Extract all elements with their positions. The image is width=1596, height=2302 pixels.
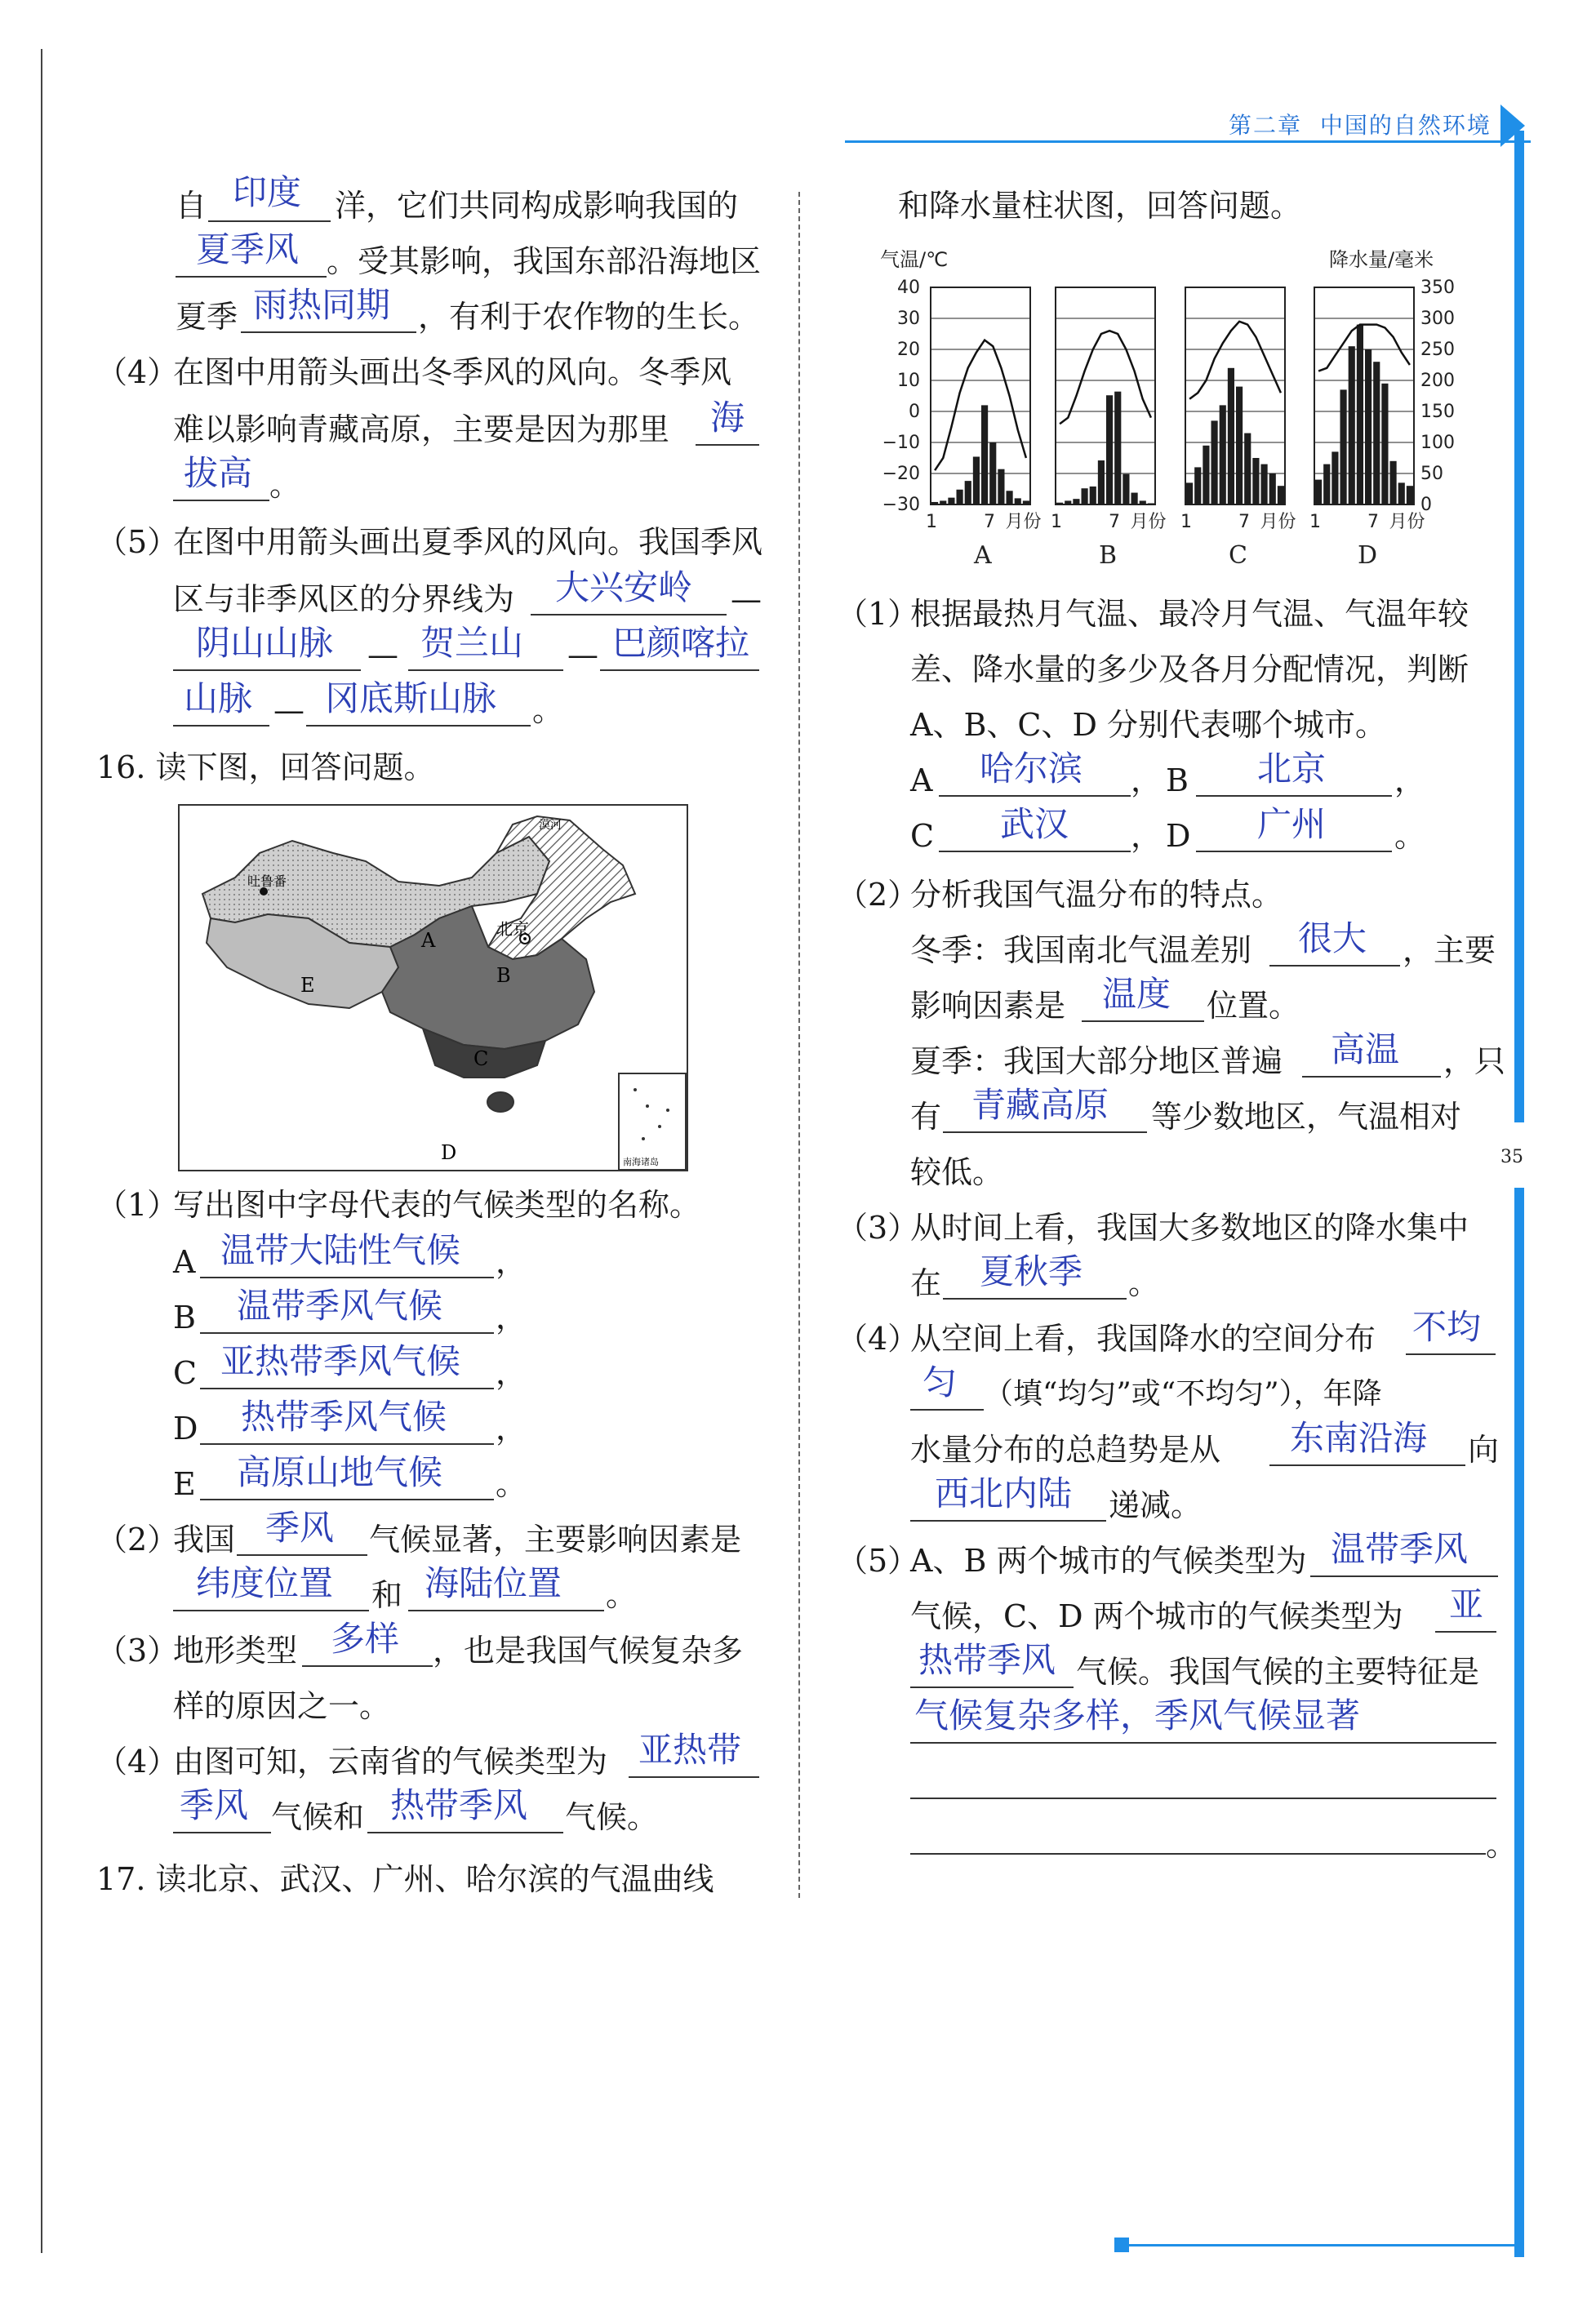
q16-1-end-d: ， xyxy=(496,1411,527,1447)
r-q1-end: 。 xyxy=(1394,818,1426,854)
answer-q4-a: 海 xyxy=(710,398,745,438)
answer-q16-4-1: 亚热带 xyxy=(638,1730,742,1770)
answer-r-q4-2: 匀 xyxy=(922,1362,958,1402)
r-q1-comma-b: ， xyxy=(1394,762,1426,798)
precip-bar xyxy=(1373,362,1380,504)
map-label-e: E xyxy=(300,974,315,997)
climate-map xyxy=(178,804,688,1171)
x-tick-label: 7 xyxy=(1238,512,1250,532)
q16-4-c: 气候。 xyxy=(565,1799,659,1835)
answer-r-q1-a: 哈尔滨 xyxy=(980,749,1083,789)
panel-label-d: D xyxy=(1358,541,1378,570)
answer-r-q4-3: 东南沿海 xyxy=(1290,1418,1428,1458)
precip-bar xyxy=(981,405,988,504)
precip-bar xyxy=(1269,473,1276,504)
column-divider xyxy=(798,192,800,1898)
r-q2-winter2: 影响因素是 xyxy=(910,988,1066,1024)
panel-frame-a xyxy=(931,287,1030,504)
cont-line3a: 夏季 xyxy=(176,299,238,335)
q5-dash4: — xyxy=(273,692,305,728)
r-q2-summer2b: 等少数地区，气温相对 xyxy=(1151,1099,1462,1135)
precip-tick-label: 0 xyxy=(1420,495,1432,515)
precip-bar xyxy=(1357,325,1363,504)
r-q2-line1: 分析我国气温分布的特点。 xyxy=(910,877,1283,913)
x-tick-label: 1 xyxy=(926,512,937,532)
q16-1-letter-a: A xyxy=(173,1244,196,1280)
chart-ylabel-left: 气温/℃ xyxy=(880,248,949,271)
q16-title: 16. 读下图，回答问题。 xyxy=(96,749,435,785)
x-tick-label: 1 xyxy=(1180,512,1192,532)
temp-tick-label: −10 xyxy=(882,433,920,453)
blank-ocean xyxy=(208,220,331,222)
r-q3-line2: 在 xyxy=(910,1265,942,1301)
panel-label-b: B xyxy=(1099,541,1118,570)
precip-bar xyxy=(1331,451,1338,504)
cont-line3b: ，有利于农作物的生长。 xyxy=(418,299,760,335)
r-q2-summer1: 夏季：我国大部分地区普遍 xyxy=(910,1043,1283,1079)
x-tick-label: 1 xyxy=(1051,512,1062,532)
side-bar xyxy=(1514,131,1524,1122)
answer-ocean: 印度 xyxy=(233,172,302,212)
r-q1-line2: 差、降水量的多少及各月分配情况，判断 xyxy=(910,651,1469,687)
blank-q16-e xyxy=(200,1499,494,1500)
precip-bar xyxy=(1194,467,1201,504)
q16-2-b: 气候显著，主要影响因素是 xyxy=(369,1522,742,1558)
precip-bar xyxy=(1244,433,1251,504)
r-q1-line3: A、B、C、D 分别代表哪个城市。 xyxy=(910,707,1386,743)
blank-q16-2-2 xyxy=(173,1610,369,1611)
q5-end: 。 xyxy=(532,692,564,728)
map-label-a: A xyxy=(421,929,436,952)
q16-4-a: 由图可知，云南省的气候类型为 xyxy=(173,1744,608,1780)
blank-q16-4-3 xyxy=(367,1832,563,1833)
precip-bar xyxy=(1073,499,1079,504)
q16-1-letter-b: B xyxy=(173,1300,196,1335)
map-label-d: D xyxy=(441,1141,457,1164)
temp-tick-label: 40 xyxy=(897,278,920,298)
q17-intro: 和降水量柱状图，回答问题。 xyxy=(898,188,1302,224)
climate-chart xyxy=(878,273,1482,584)
precip-bar xyxy=(1023,500,1029,504)
precip-bar xyxy=(1349,346,1355,504)
r-q5-end: 。 xyxy=(1486,1827,1518,1863)
precip-tick-label: 200 xyxy=(1420,371,1455,391)
precip-bar xyxy=(1106,395,1113,504)
precip-bar xyxy=(1090,487,1096,504)
precip-bar xyxy=(1261,464,1268,504)
side-bar-lower xyxy=(1514,1188,1524,2257)
answer-q5-6: 冈底斯山脉 xyxy=(325,678,497,718)
precip-bar xyxy=(1186,482,1193,504)
r-q5-line3: 气候。我国气候的主要特征是 xyxy=(1076,1654,1480,1690)
q16-1-end-e: 。 xyxy=(496,1466,527,1502)
x-tick-label: 7 xyxy=(1367,512,1379,532)
answer-r-q4-1: 不均 xyxy=(1412,1307,1482,1347)
precip-bar xyxy=(1381,384,1388,504)
blank-q5-6 xyxy=(306,725,531,727)
precip-bar xyxy=(1131,493,1138,504)
blank-r-q1-a xyxy=(939,795,1131,797)
precip-bar xyxy=(1211,420,1218,504)
blank-r-q5-1 xyxy=(1310,1575,1498,1577)
map-label-turpan: 吐鲁番 xyxy=(247,873,287,889)
blank-wind xyxy=(176,276,327,278)
answer-r-q5-1: 温带季风 xyxy=(1331,1529,1469,1569)
r-q1-comma-c: ， xyxy=(1131,818,1163,854)
blank-q5-4 xyxy=(600,669,759,671)
r-q2-winter1: 冬季：我国南北气温差别 xyxy=(910,932,1252,968)
r-q3-end: 。 xyxy=(1128,1265,1160,1301)
precip-bar xyxy=(931,502,938,504)
q5-number: （5） xyxy=(96,524,179,560)
header-rule xyxy=(845,140,1531,143)
answer-r-q5-3: 热带季风 xyxy=(918,1640,1056,1680)
precip-bar xyxy=(957,490,963,504)
map-label-b: B xyxy=(496,964,511,987)
precip-bar xyxy=(1203,446,1209,504)
blank-q16-2-1 xyxy=(237,1554,367,1556)
blank-q16-c xyxy=(200,1388,494,1389)
r-q4-line4: 递减。 xyxy=(1109,1487,1203,1523)
precip-bar xyxy=(1390,461,1397,504)
precip-bar xyxy=(1148,503,1154,504)
answer-q5-5: 山脉 xyxy=(184,678,253,718)
answer-q5-3: 贺兰山 xyxy=(420,623,524,663)
answer-r-q1-c: 武汉 xyxy=(1000,804,1069,844)
r-q5-line2: 气候，C、D 两个城市的气候类型为 xyxy=(910,1598,1403,1634)
q16-1-number: （1） xyxy=(96,1187,179,1223)
q16-1-letter-e: E xyxy=(173,1466,196,1502)
r-q4-line1: 从空间上看，我国降水的空间分布 xyxy=(910,1321,1376,1357)
blank-q5-1 xyxy=(531,614,727,615)
blank-r-q5-3 xyxy=(910,1687,1074,1688)
r-q5-line1: A、B 两个城市的气候类型为 xyxy=(910,1543,1307,1579)
answer-q16-4-2: 季风 xyxy=(180,1785,249,1825)
precip-bar xyxy=(1315,480,1322,504)
precip-bar xyxy=(940,500,946,504)
answer-r-q2-1: 很大 xyxy=(1298,918,1367,958)
blank-r-q4-3 xyxy=(1269,1464,1465,1466)
blank-r-q1-c xyxy=(939,851,1131,852)
r-q4-line2: （填“均匀”或“不均匀”），年降 xyxy=(984,1377,1382,1411)
panel-label-c: C xyxy=(1229,541,1247,570)
answer-q5-4: 巴颜喀拉 xyxy=(612,623,750,663)
map-label-beijing: 北京 xyxy=(496,919,529,939)
blank-r-q5-2 xyxy=(1435,1631,1496,1633)
q16-2-number: （2） xyxy=(96,1522,179,1558)
blank-r-q4-4 xyxy=(910,1520,1106,1522)
answer-q16-d: 热带季风气候 xyxy=(241,1397,447,1437)
q5-line1: 在图中用箭头画出夏季风的风向。我国季风 xyxy=(173,524,763,560)
precip-tick-label: 100 xyxy=(1420,433,1455,453)
q16-1-end-b: ， xyxy=(496,1300,527,1335)
answer-q16-e: 高原山地气候 xyxy=(237,1452,443,1492)
precip-tick-label: 250 xyxy=(1420,340,1455,360)
answer-r-q2-2: 温度 xyxy=(1102,974,1171,1014)
x-tick-label: 月份 xyxy=(1005,512,1042,532)
precip-bar xyxy=(1365,349,1371,504)
precip-bar xyxy=(1252,458,1259,504)
temp-tick-label: 20 xyxy=(897,340,920,360)
q16-2-end: 。 xyxy=(606,1577,638,1613)
answer-q16-c: 亚热带季风气候 xyxy=(220,1341,461,1381)
cont-line1b: 洋，它们共同构成影响我国的 xyxy=(335,188,739,224)
q16-2-a: 我国 xyxy=(173,1522,236,1558)
temp-tick-label: −20 xyxy=(882,464,920,484)
chapter-header: 第二章 中国的自然环境 xyxy=(1229,112,1492,139)
answer-q16-a: 温带大陆性气候 xyxy=(220,1230,461,1270)
answer-q4-b: 拔高 xyxy=(184,453,253,493)
q16-3-a: 地形类型 xyxy=(173,1633,298,1669)
q4-line2: 难以影响青藏高原，主要是因为那里 xyxy=(173,411,670,447)
q4-number: （4） xyxy=(96,354,179,390)
left-edge-line xyxy=(41,49,42,2253)
map-label-c: C xyxy=(473,1047,489,1070)
answer-r-q5-2: 亚 xyxy=(1449,1584,1484,1624)
blank-q16-a xyxy=(200,1277,494,1278)
answer-r-q5-4: 气候复杂多样，季风气候显著 xyxy=(914,1695,1361,1735)
q16-3-number: （3） xyxy=(96,1633,179,1669)
cont-line2: 。受其影响，我国东部沿海地区 xyxy=(327,243,762,279)
q16-4-b: 气候和 xyxy=(271,1799,365,1835)
blank-q5-5 xyxy=(173,725,269,727)
map-label-nanhai: 南海诸岛 xyxy=(623,1157,659,1167)
r-q1-label-c: C xyxy=(910,818,935,854)
precip-bar xyxy=(1123,474,1129,504)
precip-bar xyxy=(1015,498,1021,504)
blank-feature xyxy=(241,331,416,333)
precip-tick-label: 300 xyxy=(1420,309,1455,329)
panel-label-a: A xyxy=(974,541,992,570)
q5-dash3: — xyxy=(567,637,598,673)
blank-q16-3 xyxy=(302,1665,433,1667)
q16-2-c: 和 xyxy=(371,1577,403,1613)
panel-frame-b xyxy=(1056,287,1155,504)
answer-r-q4-4: 西北内陆 xyxy=(935,1473,1073,1513)
blank-r-q2-3 xyxy=(1302,1076,1441,1078)
q17-title: 17. 读北京、武汉、广州、哈尔滨的气温曲线 xyxy=(96,1861,714,1897)
q5-line2: 区与非季风区的分界线为 xyxy=(173,581,515,617)
blank-q16-2-3 xyxy=(408,1610,604,1611)
blank-r-q2-1 xyxy=(1269,965,1400,967)
r-q1-line1: 根据最热月气温、最冷月气温、气温年较 xyxy=(910,596,1469,632)
blank-r-q2-2 xyxy=(1082,1020,1204,1022)
precip-bar xyxy=(1407,486,1413,504)
answer-r-q2-4: 青藏高原 xyxy=(971,1085,1109,1125)
precip-tick-label: 150 xyxy=(1420,402,1455,422)
r-q3-line1: 从时间上看，我国大多数地区的降水集中 xyxy=(910,1210,1469,1246)
blank-q16-d xyxy=(200,1443,494,1445)
blank-r-q4-1 xyxy=(1406,1353,1496,1355)
precip-bar xyxy=(1220,405,1226,504)
r-q4-number: （4） xyxy=(837,1321,919,1357)
page-number: 35 xyxy=(1500,1147,1523,1167)
answer-r-q1-d: 广州 xyxy=(1257,804,1327,844)
blank-r-q4-2 xyxy=(910,1409,984,1411)
r-q5-number: （5） xyxy=(837,1543,919,1579)
blank-r-q1-b xyxy=(1196,795,1392,797)
r-q1-label-d: D xyxy=(1166,818,1191,854)
temp-tick-label: −30 xyxy=(882,495,920,515)
x-tick-label: 月份 xyxy=(1260,512,1296,532)
blank-r-q3 xyxy=(943,1298,1127,1300)
q16-1-letter-d: D xyxy=(173,1411,198,1447)
precip-bar xyxy=(1236,387,1243,504)
blank-r-q5-4a xyxy=(910,1742,1496,1744)
r-q2-number: （2） xyxy=(837,877,919,913)
hainan-island xyxy=(487,1092,513,1112)
precip-bar xyxy=(1398,482,1405,504)
nanhai-inset xyxy=(619,1073,686,1170)
q16-3-c: 样的原因之一。 xyxy=(173,1688,391,1724)
blank-q16-b xyxy=(200,1332,494,1334)
precip-bar xyxy=(998,469,1004,504)
r-q2-summer2: 有 xyxy=(910,1099,942,1135)
precip-bar xyxy=(1098,460,1105,504)
q4-line1: 在图中用箭头画出冬季风的风向。冬季风 xyxy=(173,354,732,390)
precip-bar xyxy=(1340,389,1347,504)
answer-q5-2: 阴山山脉 xyxy=(196,623,334,663)
q5-dash2: — xyxy=(367,637,398,673)
answer-r-q2-3: 高温 xyxy=(1331,1029,1400,1069)
answer-q16-4-3: 热带季风 xyxy=(390,1785,528,1825)
precip-bar xyxy=(973,456,980,504)
precip-tick-label: 350 xyxy=(1420,278,1455,298)
r-q4-line3a: 水量分布的总趋势是从 xyxy=(910,1432,1221,1468)
precip-tick-label: 50 xyxy=(1420,464,1443,484)
answer-summer-monsoon: 夏季风 xyxy=(196,229,300,269)
r-q4-line3b: 向 xyxy=(1468,1432,1500,1468)
precip-bar xyxy=(1140,500,1146,504)
precip-bar xyxy=(989,442,996,504)
precip-bar xyxy=(948,498,954,504)
precip-bar xyxy=(1007,491,1013,504)
chart-ylabel-right: 降水量/毫米 xyxy=(1329,248,1434,271)
blank-q5-2 xyxy=(173,669,361,671)
precip-bar xyxy=(1082,488,1088,504)
blank-q16-4-2 xyxy=(173,1832,271,1833)
q16-1-end-a: ， xyxy=(496,1244,527,1280)
r-q2-summer3: 较低。 xyxy=(910,1154,1004,1190)
r-q1-label-a: A xyxy=(910,762,933,798)
q16-3-b: ，也是我国气候复杂多 xyxy=(433,1633,744,1669)
answer-q16-2-1: 季风 xyxy=(265,1508,335,1548)
answer-r-q3: 夏秋季 xyxy=(980,1251,1083,1291)
blank-q4-a xyxy=(696,444,759,446)
q5-dash1: — xyxy=(731,581,762,617)
blank-q4-b xyxy=(173,500,269,501)
r-q1-comma-a: ， xyxy=(1131,762,1163,798)
x-tick-label: 1 xyxy=(1309,512,1321,532)
blank-r-q5-4c xyxy=(910,1853,1486,1855)
answer-q16-2-3: 海陆位置 xyxy=(425,1563,562,1603)
temp-tick-label: 30 xyxy=(897,309,920,329)
x-tick-label: 7 xyxy=(984,512,995,532)
cont-line1a: 自 xyxy=(176,188,207,224)
r-q1-label-b: B xyxy=(1166,762,1189,798)
map-label-mohe: 漠河 xyxy=(539,819,562,832)
x-tick-label: 月份 xyxy=(1389,512,1425,532)
blank-q16-4-1 xyxy=(629,1776,759,1778)
answer-q16-2-2: 纬度位置 xyxy=(196,1563,334,1603)
r-q3-number: （3） xyxy=(837,1210,919,1246)
r-q2-winter2b: 位置。 xyxy=(1207,988,1300,1024)
precip-bar xyxy=(1228,368,1234,504)
blank-r-q2-4 xyxy=(943,1131,1147,1133)
footer-marker xyxy=(1114,2238,1129,2252)
q4-end: 。 xyxy=(269,467,301,503)
q16-4-number: （4） xyxy=(96,1744,179,1780)
answer-rain-heat: 雨热同期 xyxy=(253,285,391,325)
q16-1-letter-c: C xyxy=(173,1355,198,1391)
answer-r-q1-b: 北京 xyxy=(1257,749,1327,789)
temp-tick-label: 0 xyxy=(909,402,920,422)
footer-rule xyxy=(1114,2244,1518,2246)
r-q2-winter1b: ，主要 xyxy=(1403,932,1496,968)
r-q1-number: （1） xyxy=(837,596,919,632)
x-tick-label: 7 xyxy=(1109,512,1120,532)
temp-tick-label: 10 xyxy=(897,371,920,391)
precip-bar xyxy=(1278,486,1284,504)
precip-bar xyxy=(1114,392,1121,504)
precip-bar xyxy=(1056,503,1063,504)
answer-q5-1: 大兴安岭 xyxy=(555,567,693,607)
blank-r-q5-4b xyxy=(910,1798,1496,1799)
q16-1-text: 写出图中字母代表的气候类型的名称。 xyxy=(173,1187,701,1223)
answer-q16-3: 多样 xyxy=(331,1619,400,1659)
q16-1-end-c: ， xyxy=(496,1355,527,1391)
precip-bar xyxy=(965,481,971,504)
blank-r-q1-d xyxy=(1196,851,1392,852)
precip-bar xyxy=(1323,464,1330,504)
answer-q16-b: 温带季风气候 xyxy=(237,1286,443,1326)
precip-bar xyxy=(1065,500,1071,504)
r-q2-summer1b: ，只 xyxy=(1443,1043,1506,1079)
x-tick-label: 月份 xyxy=(1130,512,1167,532)
blank-q5-3 xyxy=(408,669,563,671)
